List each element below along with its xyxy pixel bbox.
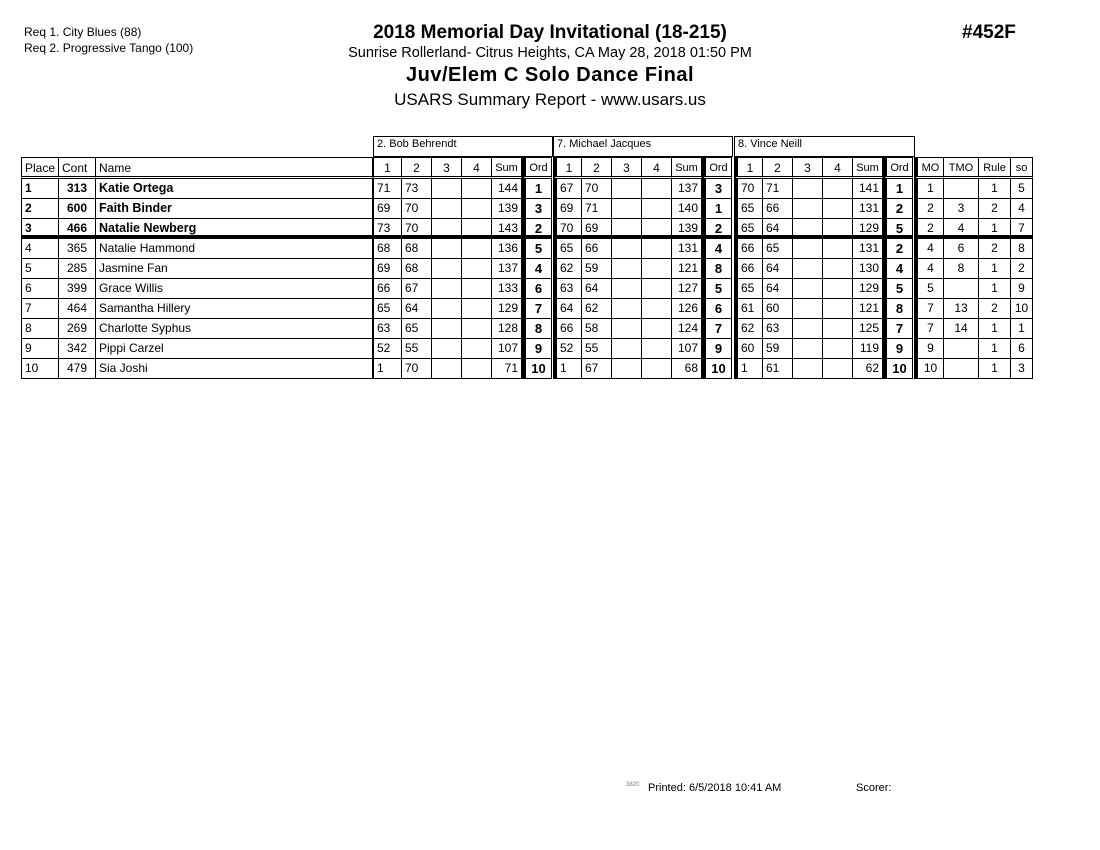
score-mark [642, 339, 672, 359]
col-header-j1-2: 3 [432, 157, 462, 179]
col-header-j2-4: Sum [672, 157, 702, 179]
score-mark: 59 [582, 259, 612, 279]
row-so: 6 [1011, 339, 1033, 359]
score-mark [612, 339, 642, 359]
judge-name-3: 8. Vince Neill [734, 136, 915, 157]
score-mark: 65 [734, 279, 763, 299]
row-rule: 2 [979, 299, 1011, 319]
row-tmo [944, 339, 979, 359]
row-cont: 464 [59, 299, 96, 319]
event-code: #452F [962, 22, 1016, 43]
col-header-j1-3: 4 [462, 157, 492, 179]
score-mark [432, 239, 462, 259]
score-ordinal: 2 [883, 199, 913, 219]
score-mark [793, 299, 823, 319]
col-header-j1-0: 1 [373, 157, 402, 179]
col-header-j2-0: 1 [553, 157, 582, 179]
row-cont: 600 [59, 199, 96, 219]
score-sum: 139 [492, 199, 522, 219]
score-ordinal: 8 [522, 319, 552, 339]
score-mark: 68 [402, 259, 432, 279]
row-mo: 2 [914, 199, 944, 219]
score-sum: 62 [853, 359, 883, 379]
score-mark [642, 279, 672, 299]
score-sum: 131 [853, 199, 883, 219]
score-mark: 67 [402, 279, 432, 299]
row-name: Samantha Hillery [96, 299, 373, 319]
col-header-tmo: TMO [944, 157, 979, 179]
score-mark [793, 359, 823, 379]
score-mark [793, 279, 823, 299]
score-ordinal: 5 [702, 279, 732, 299]
row-cont: 466 [59, 219, 96, 239]
row-rule: 1 [979, 259, 1011, 279]
score-ordinal: 5 [522, 239, 552, 259]
row-mo: 2 [914, 219, 944, 239]
score-mark [462, 239, 492, 259]
score-mark [612, 279, 642, 299]
row-rule: 1 [979, 359, 1011, 379]
row-mo: 4 [914, 259, 944, 279]
score-mark [432, 259, 462, 279]
score-ordinal: 5 [883, 279, 913, 299]
col-header-rule: Rule [979, 157, 1011, 179]
col-header-j2-1: 2 [582, 157, 612, 179]
score-mark: 64 [582, 279, 612, 299]
score-mark [612, 179, 642, 199]
score-ordinal: 4 [522, 259, 552, 279]
score-mark: 66 [373, 279, 402, 299]
score-mark: 1 [373, 359, 402, 379]
row-cont: 269 [59, 319, 96, 339]
row-name: Charlotte Syphus [96, 319, 373, 339]
score-mark: 69 [373, 259, 402, 279]
score-mark: 52 [373, 339, 402, 359]
score-mark [462, 359, 492, 379]
score-mark [462, 219, 492, 239]
score-mark: 63 [763, 319, 793, 339]
score-mark: 64 [402, 299, 432, 319]
col-header-j1-1: 2 [402, 157, 432, 179]
col-header-j3-4: Sum [853, 157, 883, 179]
score-sum: 121 [672, 259, 702, 279]
score-ordinal: 3 [702, 179, 732, 199]
row-name: Natalie Newberg [96, 219, 373, 239]
score-mark: 65 [763, 239, 793, 259]
score-mark [793, 219, 823, 239]
score-sum: 68 [672, 359, 702, 379]
score-sum: 128 [492, 319, 522, 339]
score-mark: 55 [582, 339, 612, 359]
score-mark: 67 [553, 179, 582, 199]
score-mark [642, 219, 672, 239]
score-mark: 65 [373, 299, 402, 319]
row-place: 7 [21, 299, 59, 319]
row-name: Katie Ortega [96, 179, 373, 199]
score-mark [432, 199, 462, 219]
score-mark: 70 [553, 219, 582, 239]
score-mark [823, 359, 853, 379]
col-header-so: so [1011, 157, 1033, 179]
score-sum: 139 [672, 219, 702, 239]
row-mo: 4 [914, 239, 944, 259]
score-mark: 66 [734, 259, 763, 279]
row-rule: 1 [979, 179, 1011, 199]
col-header-place: Place [21, 157, 59, 179]
row-mo: 7 [914, 319, 944, 339]
score-mark [432, 339, 462, 359]
row-place: 4 [21, 239, 59, 259]
score-sum: 137 [672, 179, 702, 199]
score-ordinal: 8 [702, 259, 732, 279]
col-header-j3-3: 4 [823, 157, 853, 179]
score-mark: 71 [373, 179, 402, 199]
row-place: 10 [21, 359, 59, 379]
row-tmo [944, 359, 979, 379]
score-mark [462, 199, 492, 219]
score-mark [823, 279, 853, 299]
col-header-j3-1: 2 [763, 157, 793, 179]
score-mark [642, 239, 672, 259]
score-sum: 141 [853, 179, 883, 199]
score-sum: 129 [853, 279, 883, 299]
row-so: 5 [1011, 179, 1033, 199]
score-mark: 64 [763, 279, 793, 299]
score-mark: 61 [763, 359, 793, 379]
scorer-label: Scorer: [856, 782, 892, 794]
score-mark: 62 [734, 319, 763, 339]
score-mark [823, 339, 853, 359]
score-mark [462, 259, 492, 279]
col-header-j3-2: 3 [793, 157, 823, 179]
score-mark [642, 259, 672, 279]
page-code: 3820 [626, 782, 640, 788]
row-rule: 2 [979, 239, 1011, 259]
score-mark [642, 359, 672, 379]
score-mark [462, 319, 492, 339]
score-mark: 66 [734, 239, 763, 259]
score-ordinal: 1 [883, 179, 913, 199]
score-mark [642, 319, 672, 339]
row-mo: 7 [914, 299, 944, 319]
score-mark [432, 299, 462, 319]
score-mark: 64 [553, 299, 582, 319]
score-mark: 66 [582, 239, 612, 259]
score-mark [793, 339, 823, 359]
row-place: 3 [21, 219, 59, 239]
score-sum: 133 [492, 279, 522, 299]
score-mark [612, 219, 642, 239]
score-mark: 65 [553, 239, 582, 259]
score-mark [612, 359, 642, 379]
score-mark: 60 [763, 299, 793, 319]
col-header-cont: Cont [59, 157, 96, 179]
row-so: 9 [1011, 279, 1033, 299]
row-name: Natalie Hammond [96, 239, 373, 259]
score-mark [823, 259, 853, 279]
row-mo: 9 [914, 339, 944, 359]
score-ordinal: 8 [883, 299, 913, 319]
score-sum: 129 [492, 299, 522, 319]
col-header-j3-5: Ord [883, 157, 913, 179]
score-ordinal: 10 [702, 359, 732, 379]
score-mark: 69 [582, 219, 612, 239]
row-tmo: 3 [944, 199, 979, 219]
row-name: Faith Binder [96, 199, 373, 219]
score-mark: 62 [553, 259, 582, 279]
score-mark: 64 [763, 259, 793, 279]
score-mark [432, 219, 462, 239]
requirement-2: Req 2. Progressive Tango (100) [24, 41, 194, 55]
row-rule: 2 [979, 199, 1011, 219]
col-header-j1-5: Ord [522, 157, 552, 179]
score-sum: 119 [853, 339, 883, 359]
score-mark [462, 299, 492, 319]
score-mark: 61 [734, 299, 763, 319]
row-so: 4 [1011, 199, 1033, 219]
judge-name-1: 2. Bob Behrendt [373, 136, 553, 157]
row-tmo: 4 [944, 219, 979, 239]
row-tmo [944, 279, 979, 299]
score-ordinal: 4 [702, 239, 732, 259]
row-name: Jasmine Fan [96, 259, 373, 279]
row-cont: 399 [59, 279, 96, 299]
row-tmo: 8 [944, 259, 979, 279]
row-cont: 285 [59, 259, 96, 279]
score-mark: 64 [763, 219, 793, 239]
venue-date: Sunrise Rollerland- Citrus Heights, CA May 28, 2018 01:50 PM [348, 45, 752, 61]
score-mark: 69 [553, 199, 582, 219]
score-mark [642, 199, 672, 219]
row-so: 1 [1011, 319, 1033, 339]
row-rule: 1 [979, 339, 1011, 359]
row-mo: 5 [914, 279, 944, 299]
row-place: 5 [21, 259, 59, 279]
score-mark: 66 [763, 199, 793, 219]
score-mark: 68 [402, 239, 432, 259]
score-mark: 63 [553, 279, 582, 299]
score-mark: 69 [373, 199, 402, 219]
score-ordinal: 2 [702, 219, 732, 239]
col-header-j2-3: 4 [642, 157, 672, 179]
row-place: 6 [21, 279, 59, 299]
row-tmo: 6 [944, 239, 979, 259]
col-header-j3-0: 1 [734, 157, 763, 179]
score-ordinal: 10 [883, 359, 913, 379]
score-mark [612, 259, 642, 279]
score-mark: 65 [734, 219, 763, 239]
score-mark: 62 [582, 299, 612, 319]
row-place: 8 [21, 319, 59, 339]
score-mark: 55 [402, 339, 432, 359]
col-header-j2-2: 3 [612, 157, 642, 179]
score-mark [612, 199, 642, 219]
score-ordinal: 5 [883, 219, 913, 239]
score-mark: 70 [402, 199, 432, 219]
score-sum: 137 [492, 259, 522, 279]
row-rule: 1 [979, 319, 1011, 339]
score-ordinal: 1 [702, 199, 732, 219]
score-mark [612, 299, 642, 319]
score-ordinal: 2 [883, 239, 913, 259]
score-sum: 129 [853, 219, 883, 239]
score-mark: 60 [734, 339, 763, 359]
row-cont: 313 [59, 179, 96, 199]
score-mark: 1 [734, 359, 763, 379]
row-place: 9 [21, 339, 59, 359]
score-mark [462, 279, 492, 299]
score-ordinal: 7 [883, 319, 913, 339]
score-sum: 124 [672, 319, 702, 339]
col-header-j2-5: Ord [702, 157, 732, 179]
score-mark [642, 299, 672, 319]
score-ordinal: 3 [522, 199, 552, 219]
row-so: 8 [1011, 239, 1033, 259]
score-mark: 52 [553, 339, 582, 359]
col-header-j1-4: Sum [492, 157, 522, 179]
score-mark [793, 259, 823, 279]
row-so: 3 [1011, 359, 1033, 379]
score-mark [432, 179, 462, 199]
score-mark: 70 [734, 179, 763, 199]
score-mark [432, 359, 462, 379]
score-ordinal: 4 [883, 259, 913, 279]
score-mark: 1 [553, 359, 582, 379]
score-sum: 125 [853, 319, 883, 339]
score-sum: 107 [492, 339, 522, 359]
score-mark [793, 179, 823, 199]
score-mark [823, 199, 853, 219]
score-sum: 121 [853, 299, 883, 319]
row-name: Pippi Carzel [96, 339, 373, 359]
score-ordinal: 9 [522, 339, 552, 359]
row-place: 2 [21, 199, 59, 219]
score-mark [432, 279, 462, 299]
col-header-mo: MO [914, 157, 944, 179]
score-mark: 70 [402, 219, 432, 239]
requirement-1: Req 1. City Blues (88) [24, 25, 142, 39]
score-mark [612, 239, 642, 259]
row-tmo [944, 179, 979, 199]
score-sum: 131 [672, 239, 702, 259]
score-mark [823, 219, 853, 239]
row-cont: 365 [59, 239, 96, 259]
col-header-name: Name [96, 157, 373, 179]
event-title: Juv/Elem C Solo Dance Final [405, 64, 695, 86]
score-ordinal: 9 [883, 339, 913, 359]
score-mark [823, 319, 853, 339]
row-cont: 342 [59, 339, 96, 359]
score-mark [793, 239, 823, 259]
judge-name-2: 7. Michael Jacques [553, 136, 733, 157]
row-so: 7 [1011, 219, 1033, 239]
score-sum: 143 [492, 219, 522, 239]
score-mark [793, 199, 823, 219]
score-sum: 71 [492, 359, 522, 379]
score-mark: 71 [582, 199, 612, 219]
score-mark: 65 [402, 319, 432, 339]
score-mark [462, 179, 492, 199]
score-mark [642, 179, 672, 199]
score-mark: 71 [763, 179, 793, 199]
score-mark: 58 [582, 319, 612, 339]
score-sum: 130 [853, 259, 883, 279]
score-mark: 70 [402, 359, 432, 379]
competition-title: 2018 Memorial Day Invitational (18-215) [373, 22, 727, 43]
row-mo: 10 [914, 359, 944, 379]
score-ordinal: 1 [522, 179, 552, 199]
score-mark: 63 [373, 319, 402, 339]
score-mark [612, 319, 642, 339]
row-tmo: 14 [944, 319, 979, 339]
score-ordinal: 6 [522, 279, 552, 299]
row-cont: 479 [59, 359, 96, 379]
printed-timestamp: Printed: 6/5/2018 10:41 AM [648, 782, 782, 794]
row-rule: 1 [979, 279, 1011, 299]
score-ordinal: 2 [522, 219, 552, 239]
score-ordinal: 6 [702, 299, 732, 319]
score-mark: 73 [373, 219, 402, 239]
report-title: USARS Summary Report - www.usars.us [394, 90, 706, 109]
score-mark: 59 [763, 339, 793, 359]
score-mark: 70 [582, 179, 612, 199]
score-sum: 127 [672, 279, 702, 299]
score-mark [462, 339, 492, 359]
score-sum: 140 [672, 199, 702, 219]
score-sum: 136 [492, 239, 522, 259]
score-ordinal: 9 [702, 339, 732, 359]
score-mark [823, 299, 853, 319]
score-mark: 73 [402, 179, 432, 199]
score-mark [823, 179, 853, 199]
row-name: Grace Willis [96, 279, 373, 299]
row-name: Sia Joshi [96, 359, 373, 379]
score-sum: 107 [672, 339, 702, 359]
score-mark: 68 [373, 239, 402, 259]
row-so: 10 [1011, 299, 1033, 319]
score-mark [432, 319, 462, 339]
score-sum: 131 [853, 239, 883, 259]
row-so: 2 [1011, 259, 1033, 279]
score-ordinal: 10 [522, 359, 552, 379]
row-place: 1 [21, 179, 59, 199]
row-mo: 1 [914, 179, 944, 199]
score-mark [823, 239, 853, 259]
row-tmo: 13 [944, 299, 979, 319]
score-ordinal: 7 [522, 299, 552, 319]
score-sum: 144 [492, 179, 522, 199]
score-ordinal: 7 [702, 319, 732, 339]
score-mark: 66 [553, 319, 582, 339]
score-mark: 65 [734, 199, 763, 219]
score-mark [793, 319, 823, 339]
score-sum: 126 [672, 299, 702, 319]
score-mark: 67 [582, 359, 612, 379]
row-rule: 1 [979, 219, 1011, 239]
